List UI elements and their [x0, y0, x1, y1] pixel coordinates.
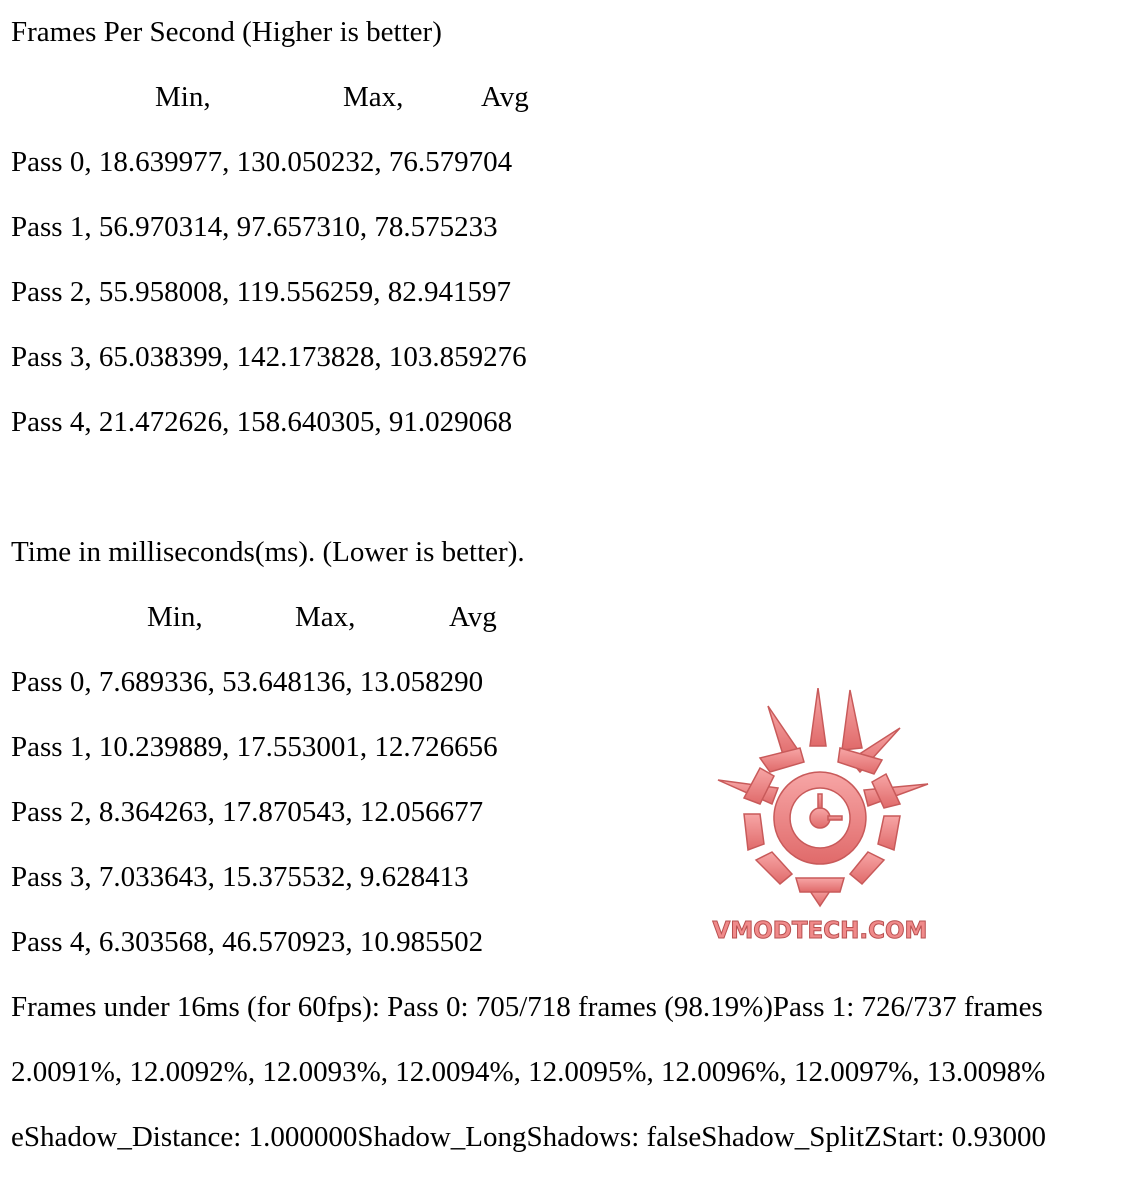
percentages-line: 2.0091%, 12.0092%, 12.0093%, 12.0094%, 12.0095%, 12.0096%, 12.0097%, 13.0098%: [11, 1056, 1046, 1088]
ms-header-avg: Avg: [449, 601, 497, 633]
vmodtech-watermark: [700, 688, 940, 950]
fps-row-pass-4: Pass 4, 21.472626, 158.640305, 91.029068: [11, 406, 513, 438]
fps-row-pass-2: Pass 2, 55.958008, 119.556259, 82.941597: [11, 276, 511, 308]
watermark-text: VMODTECH.COM: [712, 918, 928, 944]
fps-header-avg: Avg: [481, 81, 529, 113]
frames-under-16ms-line: Frames under 16ms (for 60fps): Pass 0: 705/718 frames (98.19%)Pass 1: 726/737 frames: [11, 991, 1043, 1023]
fps-header-max: Max,: [343, 81, 404, 113]
fps-header-min: Min,: [155, 81, 211, 113]
ms-row-pass-2: Pass 2, 8.364263, 17.870543, 12.056677: [11, 796, 484, 828]
fps-title: Frames Per Second (Higher is better): [11, 16, 442, 48]
vmodtech-logo-icon: [700, 688, 940, 950]
fps-row-pass-3: Pass 3, 65.038399, 142.173828, 103.859276: [11, 341, 527, 373]
ms-row-pass-4: Pass 4, 6.303568, 46.570923, 10.985502: [11, 926, 484, 958]
fps-row-pass-1: Pass 1, 56.970314, 97.657310, 78.575233: [11, 211, 498, 243]
ms-title: Time in milliseconds(ms). (Lower is better).: [11, 536, 525, 568]
shadow-settings-line: eShadow_Distance: 1.000000Shadow_LongShadows: falseShadow_SplitZStart: 0.93000: [11, 1121, 1047, 1153]
fps-row-pass-0: Pass 0, 18.639977, 130.050232, 76.579704: [11, 146, 513, 178]
ms-header-max: Max,: [295, 601, 356, 633]
ms-row-pass-3: Pass 3, 7.033643, 15.375532, 9.628413: [11, 861, 469, 893]
ms-row-pass-1: Pass 1, 10.239889, 17.553001, 12.726656: [11, 731, 498, 763]
ms-header-min: Min,: [147, 601, 203, 633]
ms-row-pass-0: Pass 0, 7.689336, 53.648136, 13.058290: [11, 666, 484, 698]
